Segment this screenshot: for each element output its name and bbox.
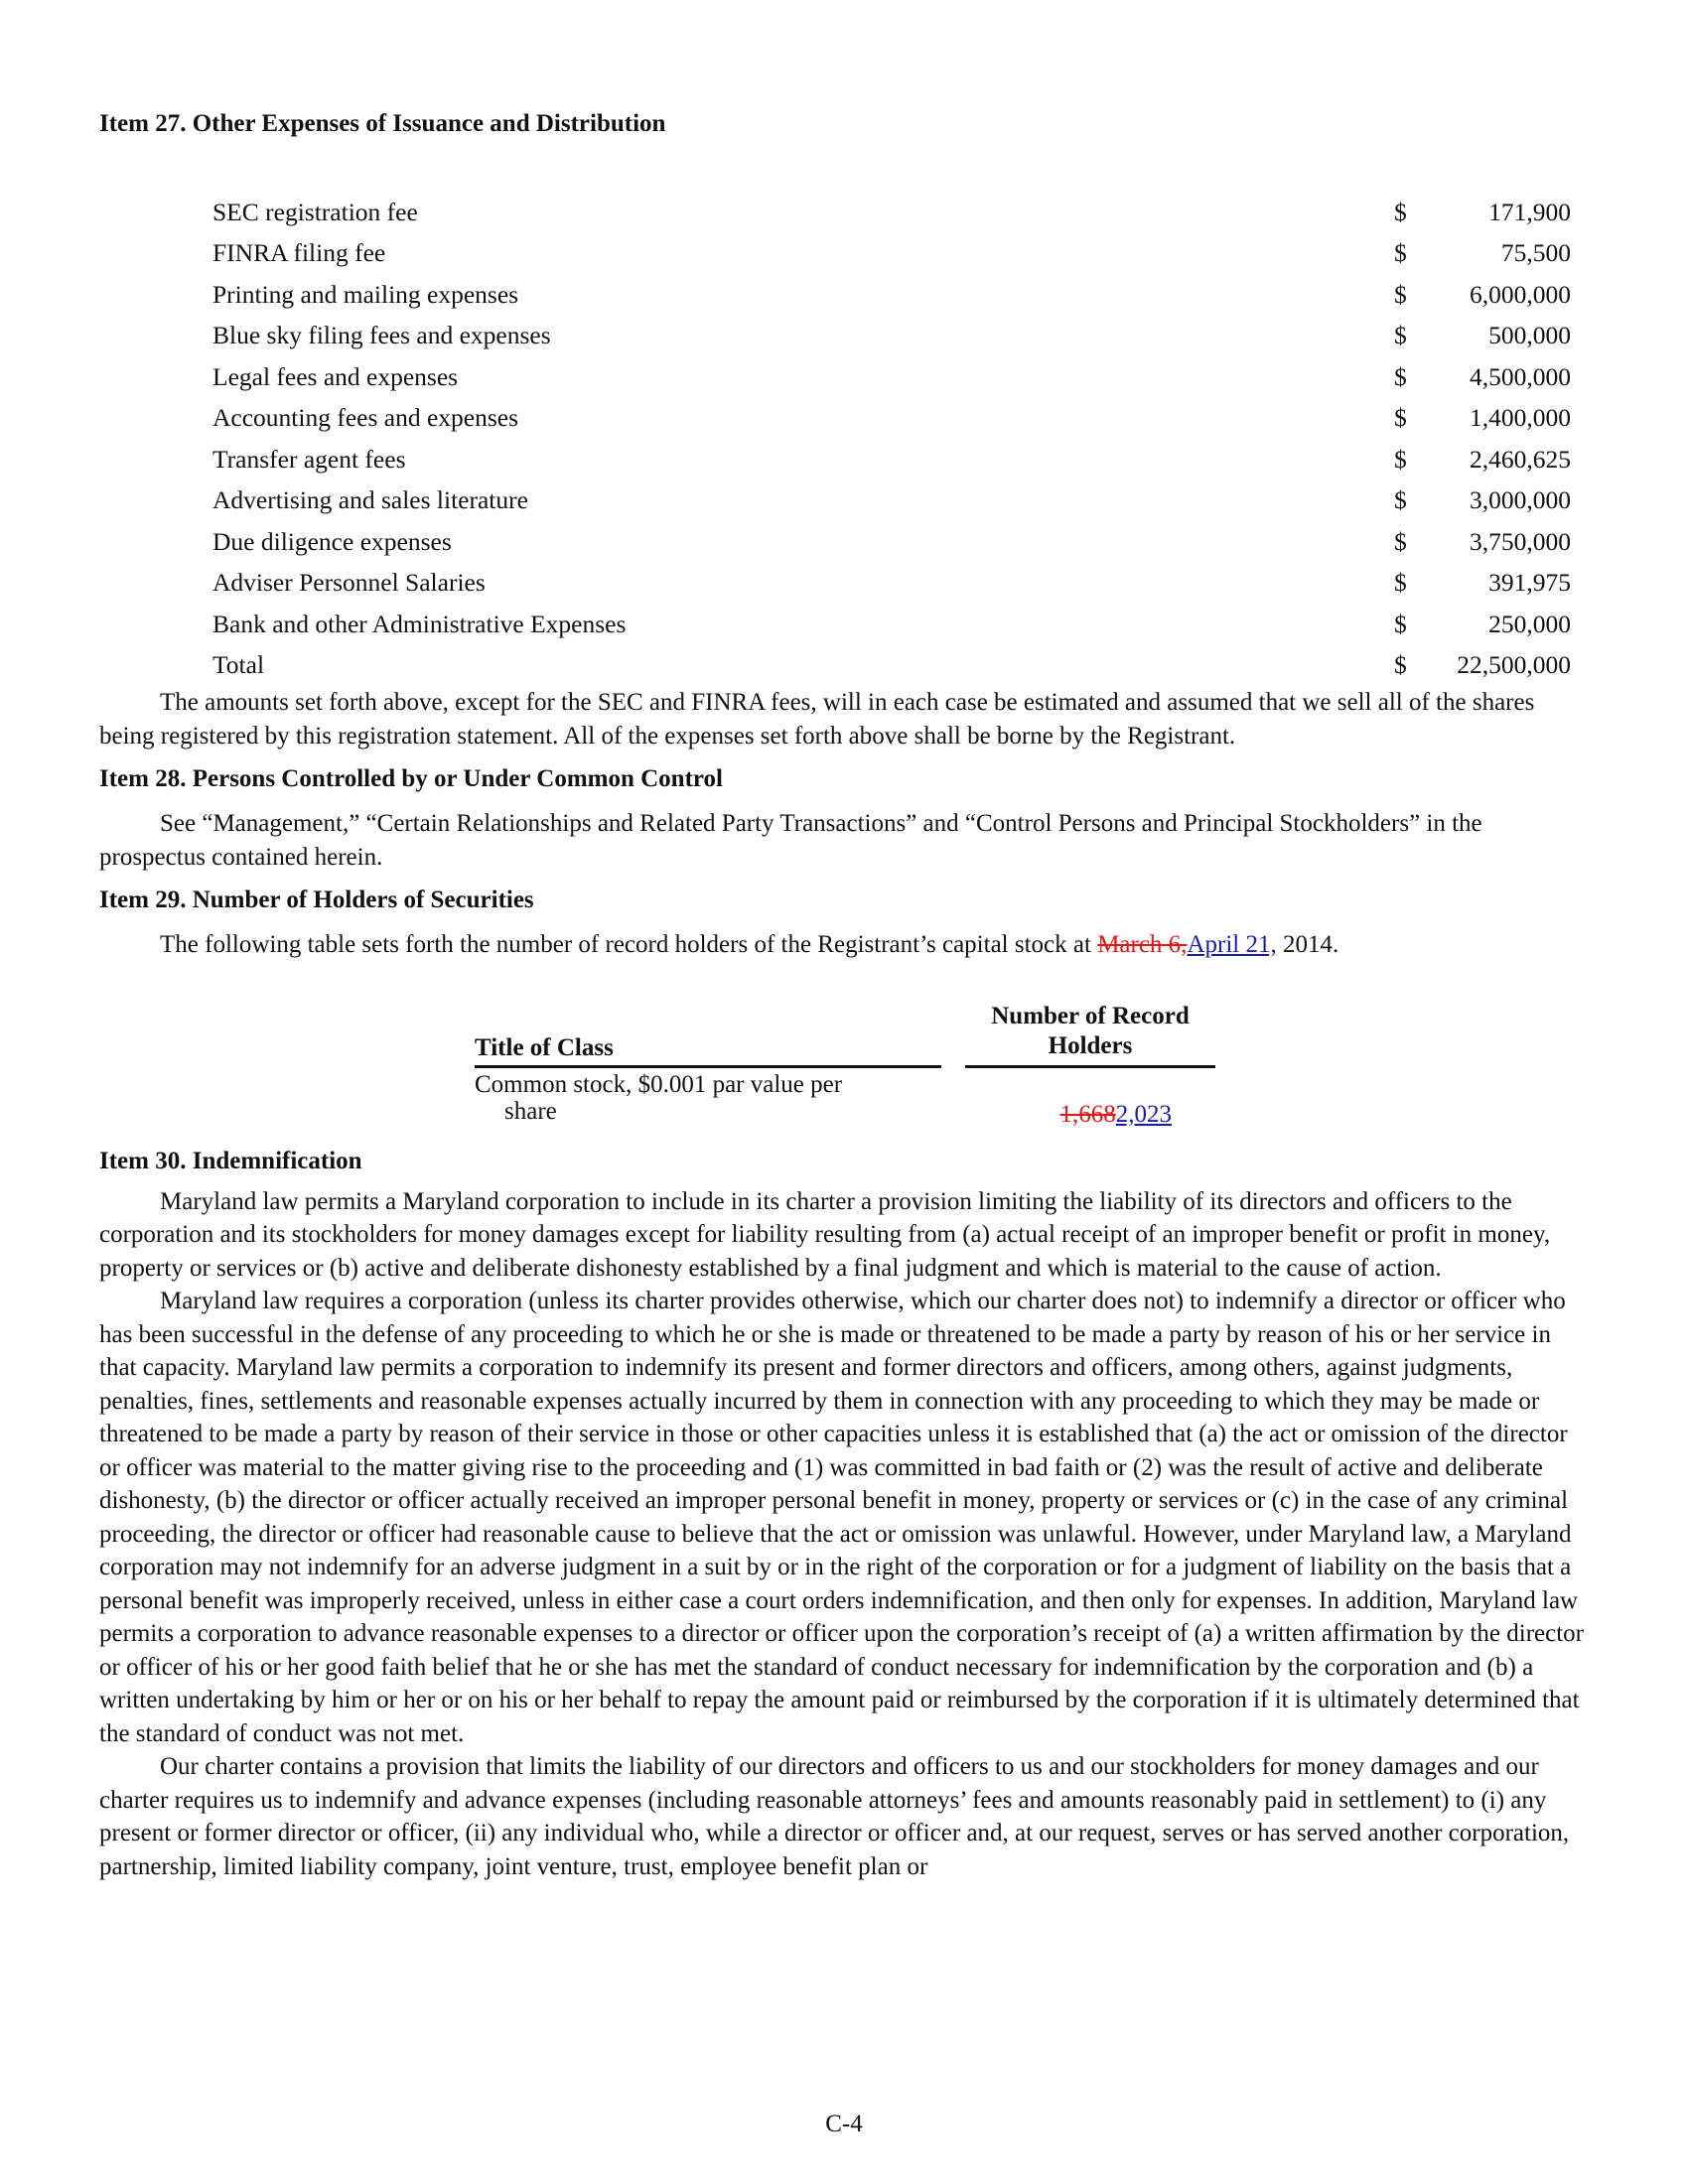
column-header-title-of-class: Title of Class (475, 1033, 614, 1061)
expense-label: SEC registration fee (212, 197, 418, 226)
class-cell (475, 1071, 931, 1125)
item28-paragraph: See “Management,” “Certain Relationships and Related Party Transactions” and “Control Persons and Principal Stockholders” in the prospectus contained herein. (99, 810, 1482, 871)
expense-label: Adviser Personnel Salaries (212, 568, 486, 598)
expense-amount: 3,750,000 (1470, 526, 1571, 556)
holders-table (475, 1002, 1229, 1128)
item30-paragraph: Maryland law permits a Maryland corporation to include in its charter a provision limiting the liability of its directors and officers to the corporation and its stockholders for money damages except for liability resulting from (a) actual receipt of an improper benefit or profit in money, property or services or (b) active and deliberate dishonesty established by a final judgment and which is material to the cause of action. (99, 1187, 1551, 1282)
expense-amount: 500,000 (1488, 321, 1571, 350)
item29-paragraph (99, 928, 1591, 962)
expense-amount: 4,500,000 (1470, 361, 1571, 391)
item30-paragraph: Maryland law requires a corporation (unless its charter provides otherwise, which our charter does not) to indemnify a director or officer who has been successful in the defense of any proceeding to which he or she is made or threatened to be made a party by reason of his or her service in that capacity. Maryland law permits a corporation to indemnify its present and former directors and officers, among others, against judgments, penalties, fines, settlements and reasonable expenses actually incurred by them in connection with any proceeding to which they may be made or threatened to be made a party by reason of their service in those or other capacities unless it is established that (a) the act or omission of the director or officer was material to the matter giving rise to the proceeding and (1) was committed in bad faith or (2) was the result of active and deliberate dishonesty, (b) the director or officer actually received an improper personal benefit in money, property or services or (c) in the case of any criminal proceeding, the director or officer had reasonable cause to believe that the act or omission was unlawful. However, under Maryland law, a Maryland corporation may not indemnify for an adverse judgment in a suit by or in the right of the corporation or for a judgment of liability on the basis that a personal benefit was improperly received, unless in either case a court orders indemnification, and then only for expenses. In addition, Maryland law permits a corporation to advance reasonable expenses to a director or officer upon the corporation’s receipt of (a) a written affirmation by the director or officer of his or her good faith belief that he or she has met the standard of conduct necessary for indemnification by the corporation and (b) a written undertaking by him or her or on his or her behalf to repay the amount paid or reimbursed by the corporation if it is ultimately determined that the standard of conduct was not met. (99, 1288, 1585, 1747)
deleted-count: 1,668 (1059, 1100, 1116, 1128)
header-rule (965, 1065, 1215, 1068)
expense-amount: 6,000,000 (1470, 279, 1571, 309)
currency-symbol: $ (1394, 238, 1407, 268)
expense-label: FINRA filing fee (212, 238, 386, 268)
class-line: share (504, 1097, 557, 1125)
expense-label: Printing and mailing expenses (212, 279, 519, 309)
currency-symbol: $ (1394, 526, 1407, 556)
currency-symbol: $ (1394, 361, 1407, 391)
currency-symbol: $ (1394, 197, 1407, 226)
table-row (212, 480, 1571, 522)
currency-symbol: $ (1394, 279, 1407, 309)
column-header-record-holders (965, 1002, 1215, 1061)
currency-symbol: $ (1394, 568, 1407, 598)
table-row (212, 274, 1571, 316)
holders-count-cell (965, 1101, 1172, 1128)
table-row (212, 563, 1571, 605)
column-header-line: Number of Record (991, 1002, 1190, 1029)
currency-symbol: $ (1394, 444, 1407, 474)
currency-symbol: $ (1394, 485, 1407, 515)
table-row-total (212, 645, 1571, 687)
currency-symbol: $ (1394, 650, 1407, 680)
class-line: Common stock, $0.001 par value per (475, 1070, 843, 1098)
expenses-table (212, 192, 1571, 686)
expense-label: Legal fees and expenses (212, 361, 459, 391)
expense-amount: 75,500 (1500, 238, 1571, 268)
inserted-date: April 21, (1187, 931, 1277, 958)
inserted-count: 2,023 (1115, 1100, 1172, 1128)
expense-label: Accounting fees and expenses (212, 403, 519, 433)
expense-label: Transfer agent fees (212, 444, 406, 474)
table-row (212, 439, 1571, 480)
currency-symbol: $ (1394, 609, 1407, 638)
expense-amount: 3,000,000 (1470, 485, 1571, 515)
expense-amount: 22,500,000 (1457, 650, 1571, 680)
currency-symbol: $ (1394, 403, 1407, 433)
item30-heading: Item 30. Indemnification (99, 1147, 362, 1174)
item29-text-before: The following table sets forth the number of record holders of the Registrant’s capital stock at (160, 931, 1098, 958)
column-header-line: Holders (1048, 1031, 1133, 1059)
expense-label: Bank and other Administrative Expenses (212, 609, 627, 638)
page-number: C-4 (825, 2111, 863, 2137)
item29-text-after: 2014. (1276, 931, 1339, 958)
expense-label: Total (212, 650, 265, 680)
header-rule (475, 1065, 941, 1068)
expense-amount: 2,460,625 (1470, 444, 1571, 474)
expense-label: Advertising and sales literature (212, 485, 528, 515)
table-row (212, 521, 1571, 563)
expense-amount: 1,400,000 (1470, 403, 1571, 433)
expense-amount: 250,000 (1488, 609, 1571, 638)
currency-symbol: $ (1394, 321, 1407, 350)
expense-label: Blue sky filing fees and expenses (212, 321, 551, 350)
expenses-note: The amounts set forth above, except for the SEC and FINRA fees, will in each case be estimated and assumed that we sell all of the shares being registered by this registration statement. All of the expenses set forth above shall be borne by the Registrant. (99, 689, 1535, 750)
deleted-date: March 6, (1097, 931, 1188, 958)
item29-heading: Item 29. Number of Holders of Securities (99, 887, 534, 913)
item28-heading: Item 28. Persons Controlled by or Under Common Control (99, 765, 724, 792)
item30-paragraph: Our charter contains a provision that limits the liability of our directors and officers to us and our stockholders for money damages and our charter requires us to indemnify and advance expenses (including reasonable attorneys’ fees and amounts reasonably paid in settlement) to (i) any present or former director or officer, (ii) any individual who, while a director or officer and, at our request, serves or has served another corporation, partnership, limited liability company, joint venture, trust, employee benefit plan or (99, 1753, 1570, 1880)
document-page (99, 107, 1591, 1883)
item27-heading: Item 27. Other Expenses of Issuance and Distribution (99, 110, 666, 137)
table-row (212, 604, 1571, 645)
expense-amount: 171,900 (1488, 197, 1571, 226)
table-row (212, 192, 1571, 233)
table-row (212, 316, 1571, 357)
table-row (212, 356, 1571, 398)
table-row (212, 233, 1571, 275)
expense-amount: 391,975 (1488, 568, 1571, 598)
table-row (212, 398, 1571, 440)
expense-label: Due diligence expenses (212, 526, 452, 556)
